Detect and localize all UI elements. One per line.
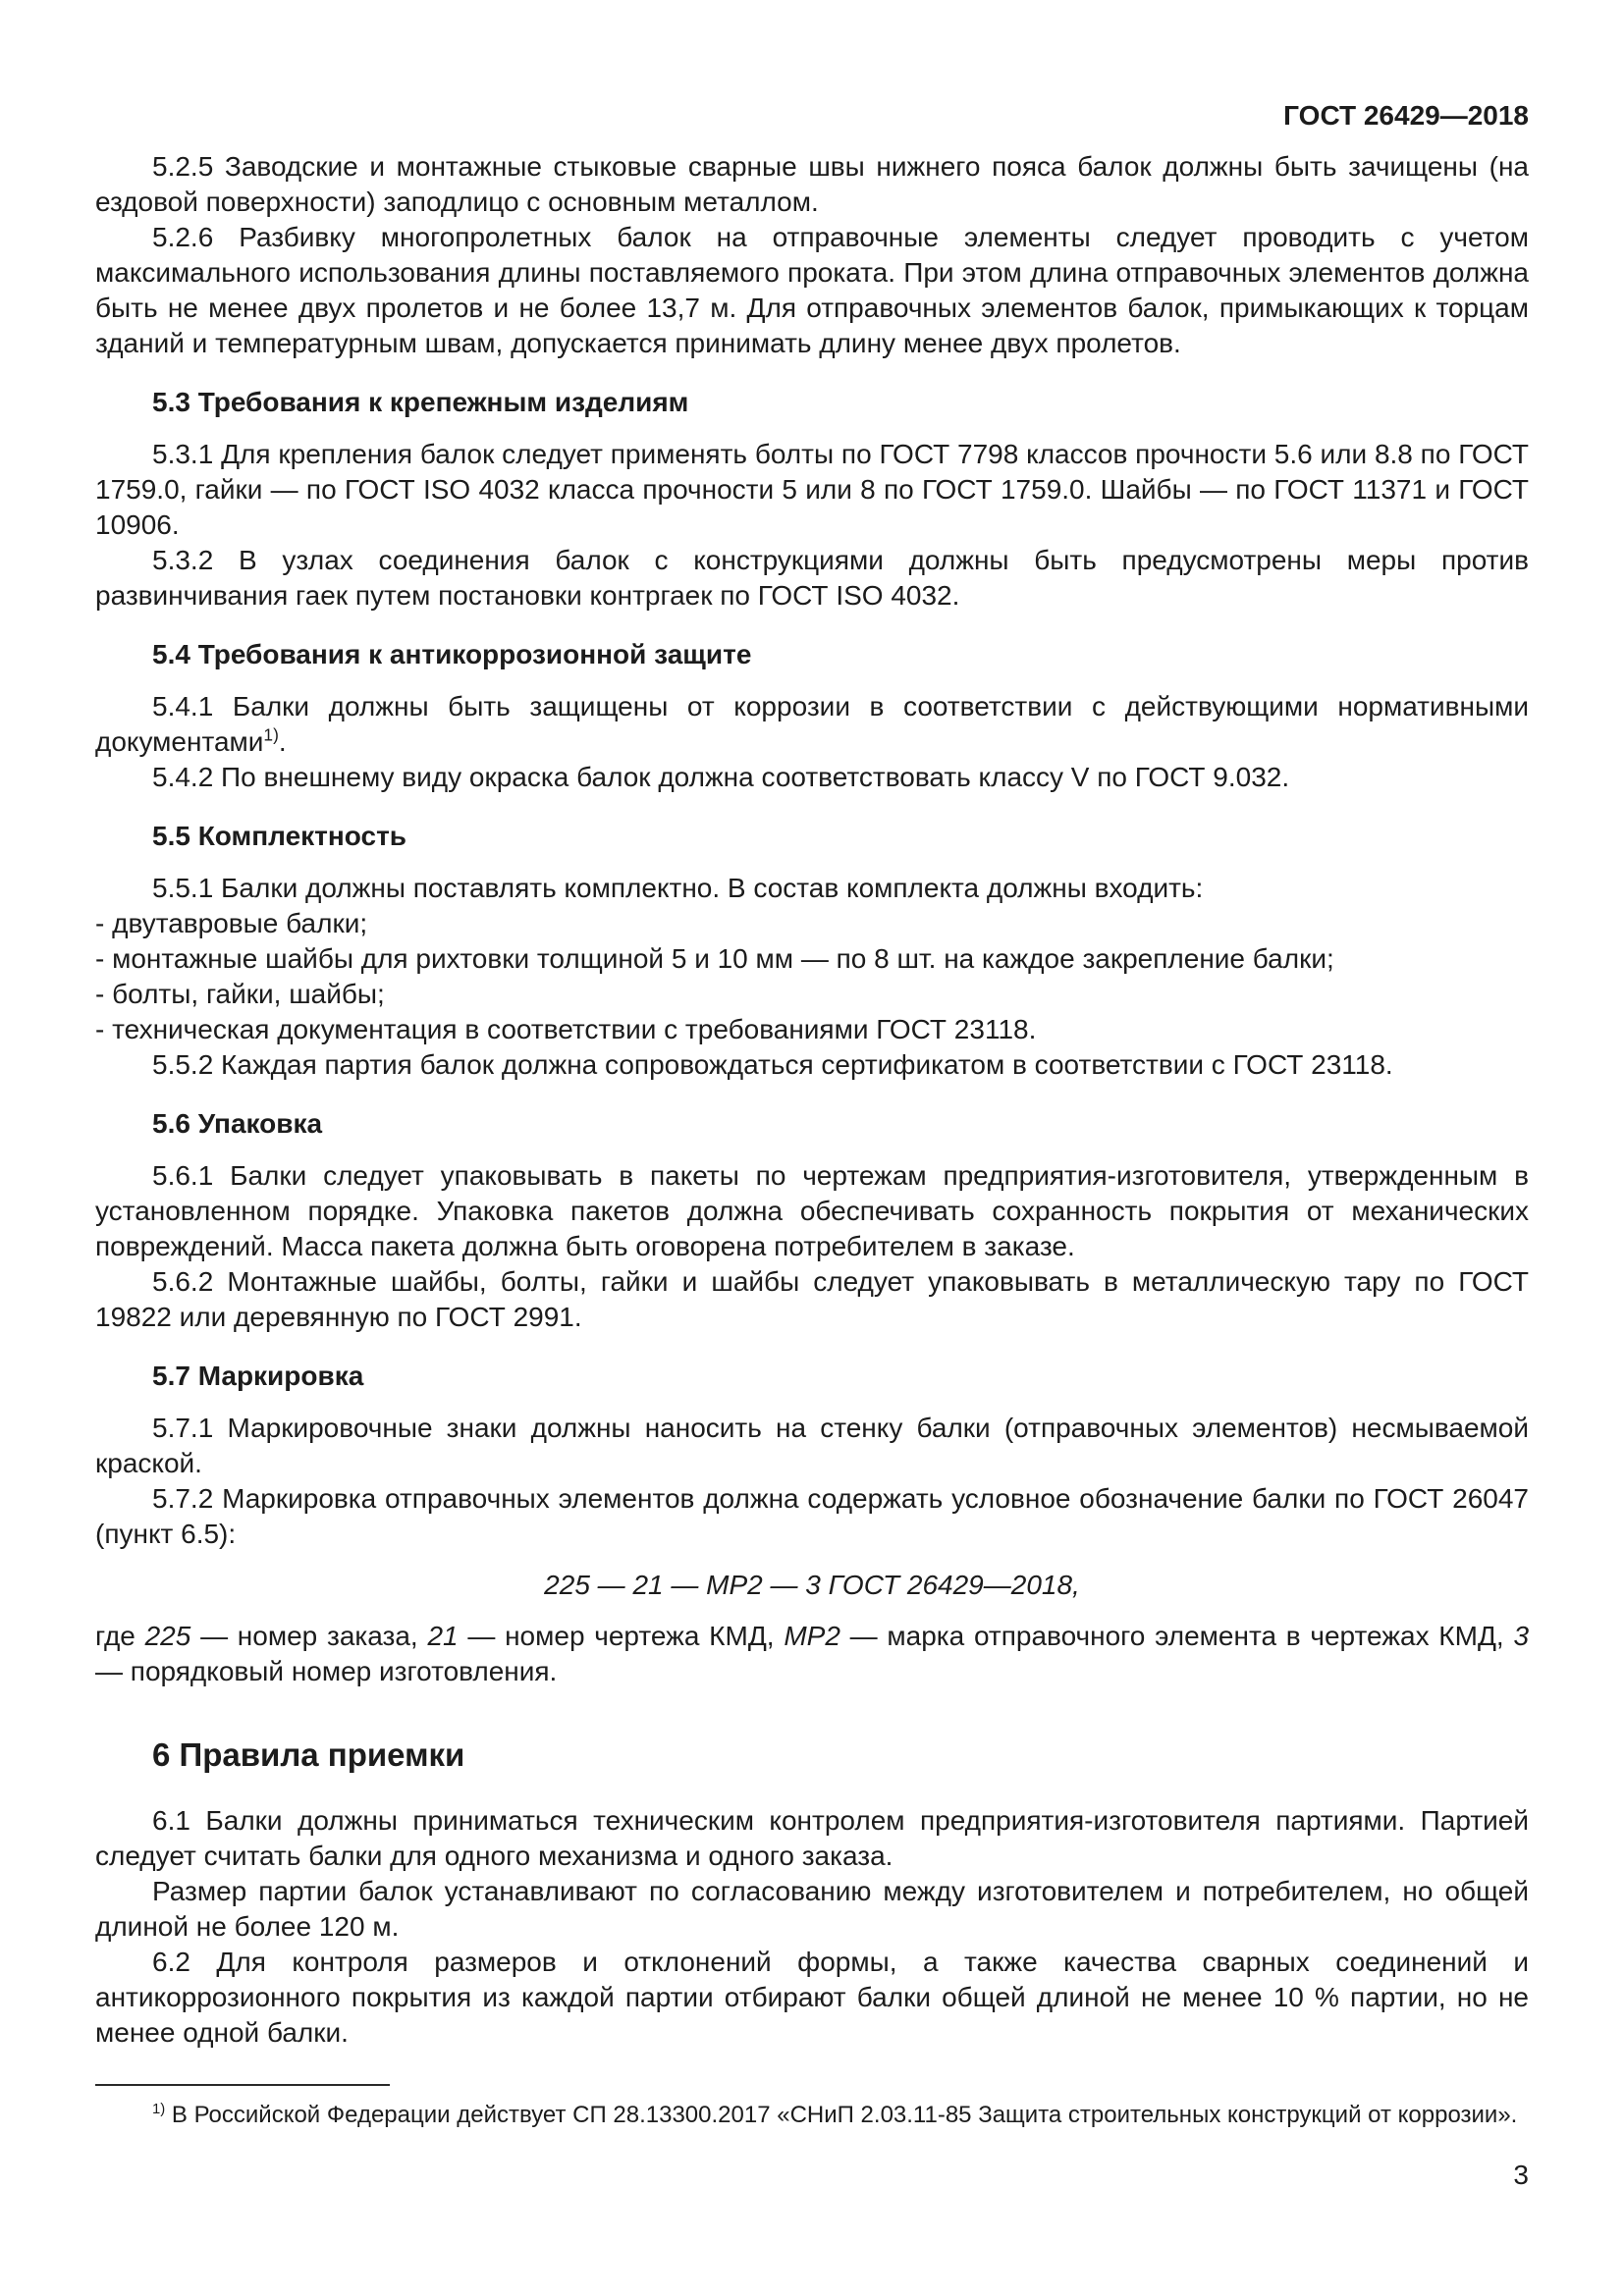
legend-text: где (95, 1621, 145, 1651)
order-number-value: 225 (144, 1621, 191, 1651)
doc-number: ГОСТ 26429—2018 (1283, 100, 1529, 131)
clause-5-3-2: 5.3.2 В узлах соединения балок с конструкциями должны быть предусмотрены меры против развинчивания гаек путем постановки контргаек по ГОСТ ISO 4032. (95, 545, 1529, 611)
footnote-separator-rule (95, 2084, 390, 2086)
marking-designation-example: 225 — 21 — МР2 — 3 ГОСТ 26429—2018, (544, 1570, 1080, 1600)
clause-5-5-1: 5.5.1 Балки должны поставлять комплектно. В состав комплекта должны входить: (152, 873, 1204, 903)
heading-section-6: 6 Правила приемки (152, 1736, 465, 1773)
heading-5-3: 5.3 Требования к крепежным изделиям (152, 387, 689, 417)
legend-text: — номер чертежа КМД, (458, 1621, 785, 1651)
legend-text: — марка отправочного элемента в чертежах КМД, (839, 1621, 1514, 1651)
list-item-bolts: - болты, гайки, шайбы; (95, 979, 385, 1009)
heading-5-6: 5.6 Упаковка (152, 1108, 323, 1139)
clause-5-2-6: 5.2.6 Разбивку многопролетных балок на отправочные элементы следует проводить с учетом максимального использования длины поставляемого проката. При этом длина отправочных элементов должна быть не менее двух пролетов и не более 13,7 м. Для отправочных элементов балок, примыкающих к торцам зданий и температурным швам, допускается принимать длину менее двух пролетов. (95, 222, 1529, 358)
clause-5-4-1-period: . (278, 726, 287, 757)
clause-5-5-2: 5.5.2 Каждая партия балок должна сопровождаться сертификатом в соответствии с ГОСТ 23118. (152, 1049, 1393, 1080)
drawing-number-value: 21 (427, 1621, 459, 1651)
list-item-beams: - двутавровые балки; (95, 908, 368, 938)
serial-number-value: 3 (1513, 1621, 1530, 1651)
clause-5-7-2: 5.7.2 Маркировка отправочных элементов должна содержать условное обозначение балки по ГОСТ 26047 (пункт 6.5): (95, 1483, 1529, 1549)
clause-5-2-5: 5.2.5 Заводские и монтажные стыковые сварные швы нижнего пояса балок должны быть зачищены (на ездовой поверхности) заподлицо с основным металлом. (95, 151, 1529, 217)
footnote-text: В Российской Федерации действует СП 28.13300.2017 «СНиП 2.03.11-85 Защита строительных конструкций от коррозии». (165, 2102, 1518, 2128)
legend-text: — номер заказа, (190, 1621, 428, 1651)
document-header (95, 98, 1529, 133)
clause-6-1-continued: Размер партии балок устанавливают по согласованию между изготовителем и потребителем, но общей длиной не более 120 м. (95, 1876, 1529, 1942)
heading-5-7: 5.7 Маркировка (152, 1361, 364, 1391)
footnote (95, 2100, 1529, 2130)
clause-5-7-1: 5.7.1 Маркировочные знаки должны наносить на стенку балки (отправочных элементов) несмываемой краской. (95, 1413, 1529, 1478)
clause-6-1: 6.1 Балки должны приниматься техническим контролем предприятия-изготовителя партиями. Партией следует считать балки для одного механизма и одного заказа. (95, 1805, 1529, 1871)
heading-5-5: 5.5 Комплектность (152, 821, 407, 851)
legend-text: — порядковый номер изготовления. (95, 1656, 558, 1686)
clause-5-4-1-text: 5.4.1 Балки должны быть защищены от коррозии в соответствии с действующими нормативными документами (95, 691, 1529, 757)
clause-5-6-1: 5.6.1 Балки следует упаковывать в пакеты по чертежам предприятия-изготовителя, утвержденным в установленном порядке. Упаковка пакетов должна обеспечивать сохранность покрытия от механических повреждений. Масса пакета должна быть оговорена потребителем в заказе. (95, 1160, 1529, 1261)
list-item-washers: - монтажные шайбы для рихтовки толщиной 5 и 10 мм — по 8 шт. на каждое закрепление балки; (95, 943, 1334, 974)
footnote-reference-mark: 1) (263, 724, 279, 745)
footnote-marker: 1) (152, 2102, 166, 2117)
clause-5-6-2: 5.6.2 Монтажные шайбы, болты, гайки и шайбы следует упаковывать в металлическую тару по ГОСТ 19822 или деревянную по ГОСТ 2991. (95, 1266, 1529, 1332)
marking-legend (95, 1619, 1529, 1689)
clause-5-4-2: 5.4.2 По внешнему виду окраска балок должна соответствовать классу V по ГОСТ 9.032. (152, 762, 1290, 792)
list-item-documentation: - техническая документация в соответствии с требованиями ГОСТ 23118. (95, 1014, 1037, 1044)
clause-5-3-1: 5.3.1 Для крепления балок следует применять болты по ГОСТ 7798 классов прочности 5.6 или 8.8 по ГОСТ 1759.0, гайки — по ГОСТ ISO 4032 класса прочности 5 или 8 по ГОСТ 1759.0. Шайбы — по ГОСТ 11371 и ГОСТ 10906. (95, 439, 1529, 540)
clause-6-2: 6.2 Для контроля размеров и отклонений формы, а также качества сварных соединений и антикоррозионного покрытия из каждой партии отбирают балки общей длиной не менее 10 % партии, но не менее одной балки. (95, 1947, 1529, 2048)
page-number: 3 (1513, 2160, 1529, 2190)
clause-5-4-1 (95, 689, 1529, 760)
heading-5-4: 5.4 Требования к антикоррозионной защите (152, 639, 752, 669)
element-mark-value: МР2 (784, 1621, 840, 1651)
